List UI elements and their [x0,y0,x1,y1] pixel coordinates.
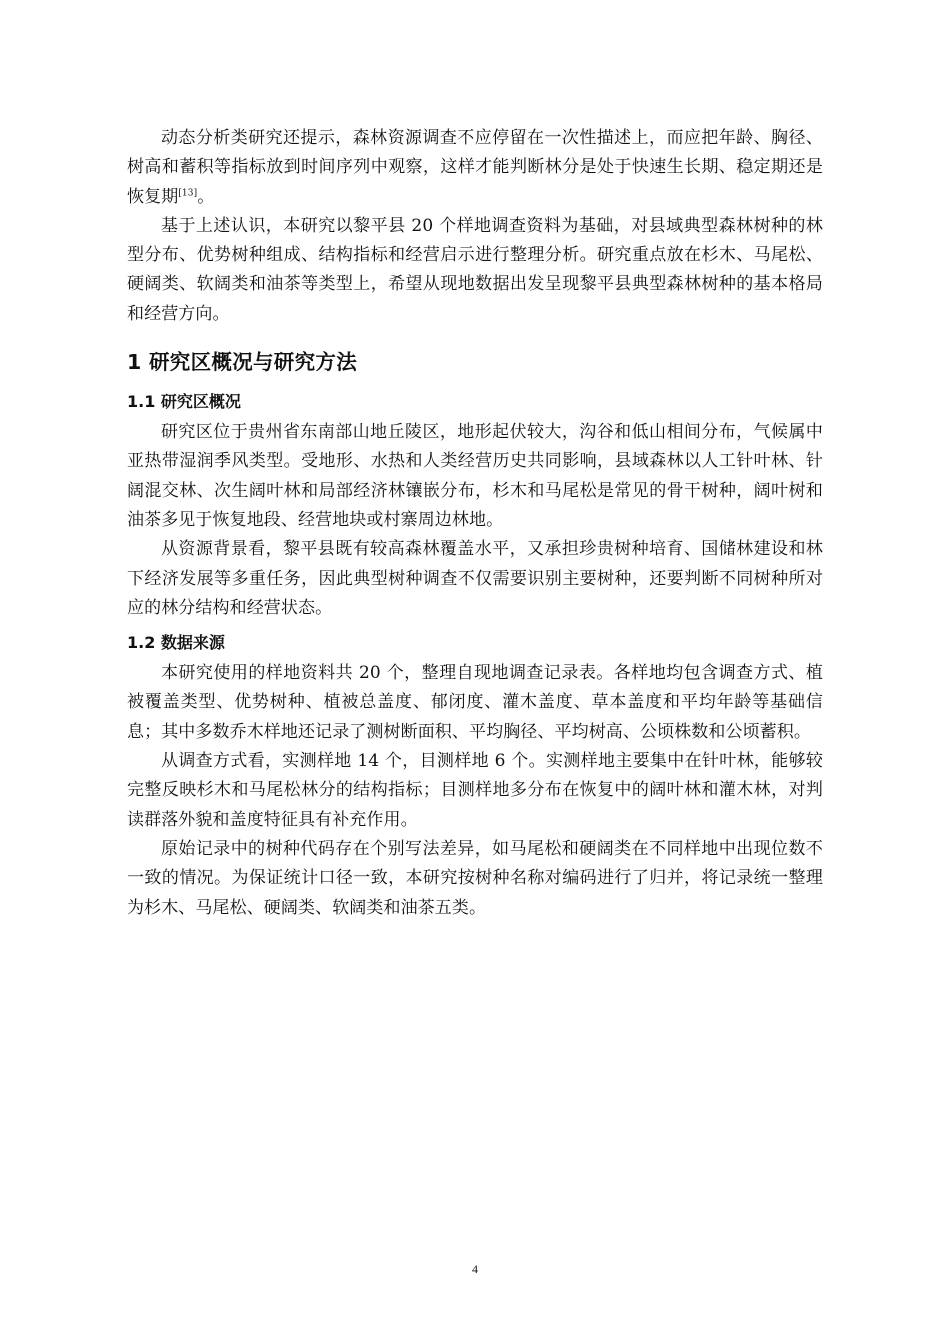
page-number: 4 [472,1262,478,1276]
section-1-1-heading: 1.1 研究区概况 [127,392,241,412]
intro-paragraph-1 [127,124,823,212]
document-body [127,124,823,923]
citation-13[interactable]: [13] [178,187,198,198]
section-1-1-paragraph-1: 研究区位于贵州省东南部山地丘陵区，地形起伏较大，沟谷和低山相间分布，气候属中亚热带湿润季风类型。受地形、水热和人类经营历史共同影响，县域森林以人工针叶林、针阔混交林、次生阔叶林和局部经济林镶嵌分布，杉木和马尾松是常见的骨干树种，阔叶树和油茶多见于恢复地段、经营地块或村寨周边林地。 [127,422,823,530]
section-1-2-paragraph-2: 从调查方式看，实测样地 14 个，目测样地 6 个。实测样地主要集中在针叶林，能够较完整反映杉木和马尾松林分的结构指标；目测样地多分布在恢复中的阔叶林和灌木林，对判读群落外貌和盖度特征具有补充作用。 [127,751,823,830]
intro-paragraph-1-end: 。 [197,186,215,207]
intro-paragraph-1-text: 动态分析类研究还提示，森林资源调查不应停留在一次性描述上，而应把年龄、胸径、树高和蓄积等指标放到时间序列中观察，这样才能判断林分是处于快速生长期、稳定期还是恢复期 [127,128,823,207]
section-1-1-paragraph-2: 从资源背景看，黎平县既有较高森林覆盖水平，又承担珍贵树种培育、国储林建设和林下经济发展等多重任务，因此典型树种调查不仅需要识别主要树种，还要判断不同树种所对应的林分结构和经营状态。 [127,539,823,618]
intro-paragraph-2: 基于上述认识，本研究以黎平县 20 个样地调查资料为基础，对县域典型森林树种的林型分布、优势树种组成、结构指标和经营启示进行整理分析。研究重点放在杉木、马尾松、硬阔类、软阔类和油茶等类型上，希望从现地数据出发呈现黎平县典型森林树种的基本格局和经营方向。 [127,215,823,324]
section-1-2-heading: 1.2 数据来源 [127,633,225,653]
section-1-heading: 1 研究区概况与研究方法 [127,350,358,375]
section-1-2-paragraph-1: 本研究使用的样地资料共 20 个，整理自现地调查记录表。各样地均包含调查方式、植被覆盖类型、优势树种、植被总盖度、郁闭度、灌木盖度、草本盖度和平均年龄等基础信息；其中多数乔木样地还记录了测树断面积、平均胸径、平均树高、公顷株数和公顷蓄积。 [127,663,823,742]
section-1-2-paragraph-3: 原始记录中的树种代码存在个别写法差异，如马尾松和硬阔类在不同样地中出现位数不一致的情况。为保证统计口径一致，本研究按树种名称对编码进行了归并，将记录统一整理为杉木、马尾松、硬阔类、软阔类和油茶五类。 [127,838,823,918]
